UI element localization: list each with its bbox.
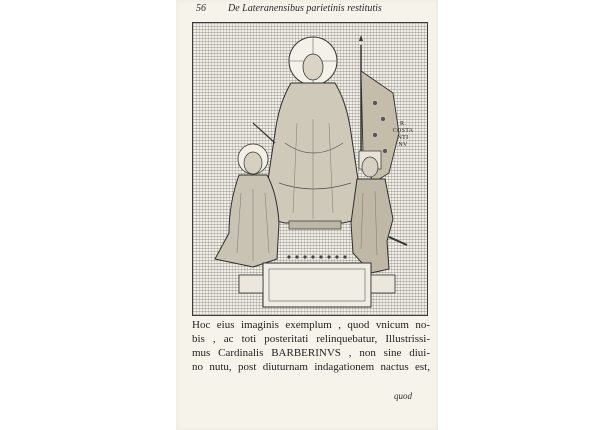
inscription-line: COSTA	[392, 128, 414, 134]
page-number: 56	[196, 3, 206, 14]
base-ear-left	[239, 275, 263, 293]
text-line: bis , ac toti posteritati relinquebatur, Illustrissi-	[192, 333, 430, 345]
text-line: mus Cardinalis BARBERINVS , non sine diui-	[192, 347, 430, 359]
head-saint	[244, 152, 262, 174]
bead-row	[287, 255, 346, 258]
engraving-illustration	[192, 22, 428, 316]
footstool	[289, 221, 341, 229]
base-panel	[263, 263, 371, 307]
inscription-line: NV	[398, 142, 408, 148]
keys	[253, 123, 275, 143]
catchword: quod	[394, 391, 412, 401]
head-christ	[303, 54, 323, 80]
base-ear-right	[371, 275, 395, 293]
running-title: De Lateranensibus parietinis restitutis	[228, 3, 382, 14]
robe-saint	[215, 175, 279, 267]
inscription-costantinus	[383, 121, 423, 149]
text-line: Hoc eius imaginis exemplum , quod vnicum no-	[192, 319, 430, 331]
inscription-line: R.	[399, 121, 407, 127]
running-head	[176, 3, 438, 17]
text-line: no nutu, post diuturnam indagationem nactus est,	[192, 361, 430, 373]
robe-emperor	[351, 179, 393, 273]
book-page	[176, 0, 438, 430]
body-text	[192, 318, 430, 374]
engraving-drawing	[193, 23, 427, 315]
head-emperor	[362, 157, 378, 177]
inscription-line: NTI	[397, 135, 409, 141]
